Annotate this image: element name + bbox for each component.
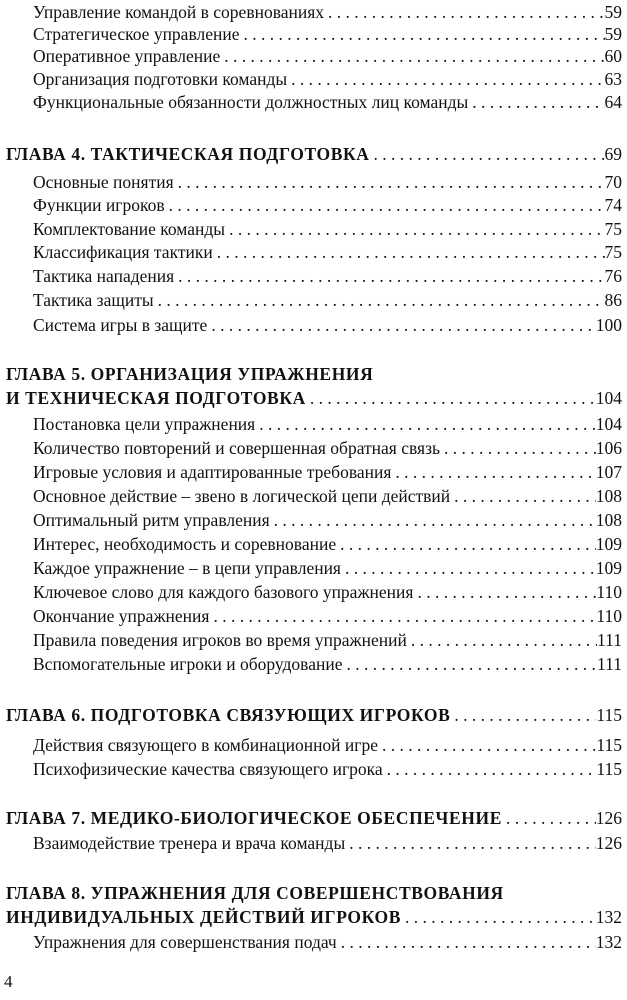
- toc-chapter-entry: [0, 905, 627, 929]
- dot-leader: [213, 240, 605, 264]
- entry-page-number: 132: [595, 932, 622, 952]
- entry-title: Организация подготовки команды: [33, 69, 288, 89]
- toc-section-entry: [0, 484, 627, 508]
- entry-title: Управление командой в соревнованиях: [33, 2, 325, 22]
- entry-page-number: 70: [604, 172, 622, 192]
- entry-page-number: 132: [595, 907, 622, 927]
- entry-page-number: 106: [595, 438, 622, 458]
- toc-chapter-entry: [0, 386, 627, 410]
- entry-page-number: 104: [595, 388, 622, 408]
- dot-leader: [370, 142, 605, 166]
- entry-page-number: 59: [604, 2, 622, 22]
- entry-page-number: 115: [596, 705, 622, 725]
- toc-section-entry: [0, 264, 627, 288]
- dot-leader: [287, 67, 604, 91]
- toc-section-entry: [0, 532, 627, 556]
- toc-section-entry: [0, 170, 627, 194]
- dot-leader: [345, 831, 596, 855]
- entry-title: Тактика защиты: [33, 290, 154, 310]
- dot-leader: [270, 508, 596, 532]
- toc-section-entry: [0, 0, 627, 24]
- dot-leader: [324, 0, 604, 24]
- toc-section-entry: [0, 930, 627, 954]
- entry-page-number: 104: [595, 414, 622, 434]
- dot-leader: [440, 436, 596, 460]
- entry-title: Система игры в защите: [33, 315, 208, 335]
- entry-page-number: 59: [604, 24, 622, 44]
- entry-page-number: 75: [604, 219, 622, 239]
- entry-title: Действия связующего в комбинационной игре: [33, 735, 378, 755]
- dot-leader: [220, 44, 604, 68]
- toc-section-entry: [0, 67, 627, 91]
- toc-section-entry: [0, 240, 627, 264]
- dot-leader: [413, 580, 596, 604]
- entry-title: Оперативное управление: [33, 46, 221, 66]
- entry-page-number: 63: [604, 69, 622, 89]
- toc-section-entry: [0, 90, 627, 114]
- dot-leader: [450, 703, 596, 727]
- toc-section-entry: [0, 628, 627, 652]
- entry-title: Стратегическое управление: [33, 24, 240, 44]
- entry-title: Тактика нападения: [33, 266, 175, 286]
- entry-page-number: 115: [596, 759, 622, 779]
- dot-leader: [209, 604, 596, 628]
- entry-title: Упражнения для совершенствания подач: [33, 932, 337, 952]
- entry-page-number: 109: [595, 558, 622, 578]
- entry-page-number: 100: [595, 315, 622, 335]
- dot-leader: [337, 930, 596, 954]
- entry-page-number: 126: [595, 833, 622, 853]
- entry-page-number: 86: [604, 290, 622, 310]
- dot-leader: [174, 170, 605, 194]
- entry-page-number: 111: [597, 654, 622, 674]
- dot-leader: [174, 264, 604, 288]
- toc-section-entry: [0, 604, 627, 628]
- entry-title: ГЛАВА 7. МЕДИКО-БИОЛОГИЧЕСКОЕ ОБЕСПЕЧЕНИЕ: [6, 808, 502, 828]
- dot-leader: [383, 757, 597, 781]
- entry-page-number: 60: [604, 46, 622, 66]
- dot-leader: [502, 806, 596, 830]
- entry-title: Основное действие – звено в логической цепи действий: [33, 486, 451, 506]
- toc-chapter-entry: [0, 881, 627, 905]
- dot-leader: [391, 460, 595, 484]
- entry-title: ГЛАВА 5. ОРГАНИЗАЦИЯ УПРАЖНЕНИЯ: [6, 364, 374, 384]
- dot-leader: [341, 556, 596, 580]
- toc-section-entry: [0, 22, 627, 46]
- toc-section-entry: [0, 436, 627, 460]
- toc-section-entry: [0, 508, 627, 532]
- entry-page-number: 109: [595, 534, 622, 554]
- entry-title: Психофизические качества связующего игрока: [33, 759, 383, 779]
- entry-title: Ключевое слово для каждого базового упражнения: [33, 582, 414, 602]
- dot-leader: [255, 412, 596, 436]
- toc-section-entry: [0, 556, 627, 580]
- entry-title: Классификация тактики: [33, 242, 213, 262]
- dot-leader: [154, 288, 605, 312]
- entry-title: Вспомогательные игроки и оборудование: [33, 654, 343, 674]
- dot-leader: [342, 652, 597, 676]
- toc-section-entry: [0, 44, 627, 68]
- entry-page-number: 110: [596, 582, 622, 602]
- entry-title: Интерес, необходимость и соревнование: [33, 534, 337, 554]
- dot-leader: [378, 733, 596, 757]
- entry-page-number: 110: [596, 606, 622, 626]
- toc-chapter-entry: [0, 806, 627, 830]
- entry-title: ГЛАВА 4. ТАКТИЧЕСКАЯ ПОДГОТОВКА: [6, 144, 370, 164]
- entry-page-number: 107: [595, 462, 622, 482]
- toc-section-entry: [0, 460, 627, 484]
- dot-leader: [239, 22, 604, 46]
- toc-section-entry: [0, 757, 627, 781]
- toc-section-entry: [0, 831, 627, 855]
- entry-title: И ТЕХНИЧЕСКАЯ ПОДГОТОВКА: [6, 388, 306, 408]
- dot-leader: [407, 628, 597, 652]
- entry-title: Правила поведения игроков во время упражнений: [33, 630, 407, 650]
- toc-chapter-entry: [0, 703, 627, 727]
- dot-leader: [468, 90, 604, 114]
- entry-title: Оптимальный ритм управления: [33, 510, 270, 530]
- dot-leader: [336, 532, 596, 556]
- entry-title: ГЛАВА 6. ПОДГОТОВКА СВЯЗУЮЩИХ ИГРОКОВ: [6, 705, 451, 725]
- toc-section-entry: [0, 193, 627, 217]
- dot-leader: [207, 313, 595, 337]
- toc-section-entry: [0, 313, 627, 337]
- entry-title: Игровые условия и адаптированные требования: [33, 462, 392, 482]
- entry-page-number: 69: [604, 144, 622, 164]
- dot-leader: [225, 217, 604, 241]
- dot-leader: [306, 386, 596, 410]
- entry-page-number: 75: [604, 242, 622, 262]
- entry-title: Комплектование команды: [33, 219, 226, 239]
- entry-page-number: 115: [596, 735, 622, 755]
- entry-title: Функции игроков: [33, 195, 165, 215]
- entry-page-number: 111: [597, 630, 622, 650]
- entry-title: Взаимодействие тренера и врача команды: [33, 833, 346, 853]
- dot-leader: [165, 193, 605, 217]
- toc-chapter-entry: [0, 142, 627, 166]
- entry-page-number: 74: [604, 195, 622, 215]
- entry-page-number: 126: [595, 808, 622, 828]
- entry-title: Каждое упражнение – в цепи управления: [33, 558, 341, 578]
- toc-section-entry: [0, 288, 627, 312]
- entry-title: Постановка цели упражнения: [33, 414, 256, 434]
- entry-page-number: 64: [604, 92, 622, 112]
- toc-section-entry: [0, 580, 627, 604]
- toc-section-entry: [0, 217, 627, 241]
- page-number: 4: [4, 972, 13, 991]
- entry-title: Окончание упражнения: [33, 606, 210, 626]
- dot-leader: [450, 484, 596, 508]
- entry-page-number: 76: [604, 266, 622, 286]
- entry-title: Количество повторений и совершенная обратная связь: [33, 438, 440, 458]
- entry-title: ИНДИВИДУАЛЬНЫХ ДЕЙСТВИЙ ИГРОКОВ: [6, 907, 401, 927]
- toc-section-entry: [0, 412, 627, 436]
- toc-section-entry: [0, 652, 627, 676]
- entry-page-number: 108: [595, 486, 622, 506]
- entry-title: ГЛАВА 8. УПРАЖНЕНИЯ ДЛЯ СОВЕРШЕНСТВОВАНИЯ: [6, 883, 504, 903]
- dot-leader: [401, 905, 596, 929]
- entry-title: Основные понятия: [33, 172, 174, 192]
- entry-page-number: 108: [595, 510, 622, 530]
- entry-title: Функциональные обязанности должностных лиц команды: [33, 92, 469, 112]
- toc-section-entry: [0, 733, 627, 757]
- toc-chapter-entry: [0, 362, 627, 386]
